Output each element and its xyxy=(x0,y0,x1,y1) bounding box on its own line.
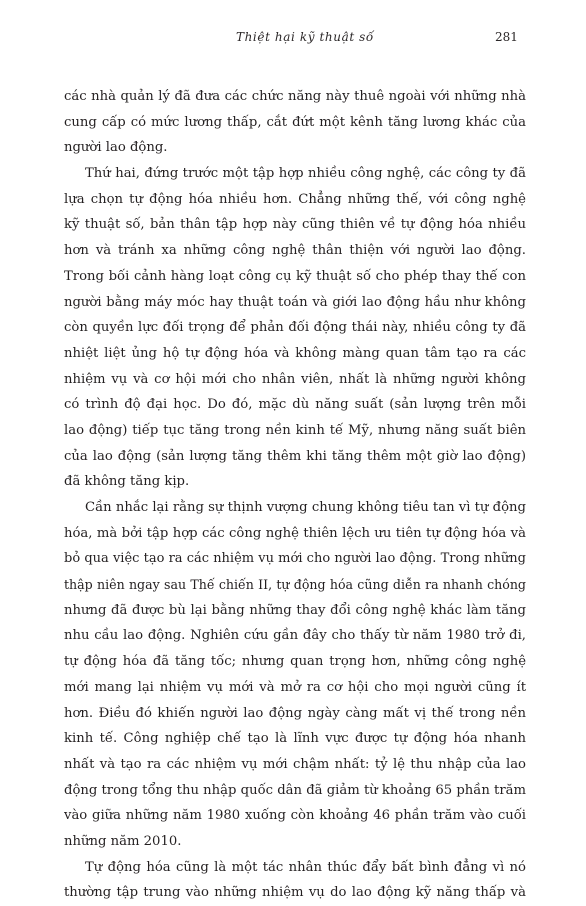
text-line: mới mang lại nhiệm vụ mới và mở ra cơ hội cho mọi người cũng ít xyxy=(64,679,526,695)
text-line: Thứ hai, đứng trước một tập hợp nhiều công nghệ, các công ty đã xyxy=(85,166,526,182)
text-line: lao động) tiếp tục tăng trong nền kinh tế Mỹ, nhưng năng suất biên xyxy=(64,422,526,438)
text-line: nhiệm vụ và cơ hội mới cho nhân viên, nhất là những người không xyxy=(64,371,526,387)
text-line: người bằng máy móc hay thuật toán và giới lao động hầu như không xyxy=(64,294,526,310)
text-line: nhiệt liệt ủng hộ tự động hóa và không màng quan tâm tạo ra các xyxy=(64,345,526,361)
text-line: kinh tế. Công nghiệp chế tạo là lĩnh vực được tự động hóa nhanh xyxy=(64,731,526,747)
text-line: các nhà quản lý đã đưa các chức năng này thuê ngoài với những nhà xyxy=(64,89,526,104)
text-line: người lao động. xyxy=(64,140,168,156)
text-line: bỏ qua việc tạo ra các nhiệm vụ mới cho người lao động. Trong những xyxy=(64,551,526,567)
text-line: nhu cầu lao động. Nghiên cứu gần đây cho thấy từ năm 1980 trở đi, xyxy=(64,628,526,644)
running-header xyxy=(0,30,586,50)
text-line: có trình độ đại học. Do đó, mặc dù năng suất (sản lượng trên mỗi xyxy=(64,397,526,413)
text-line: Trong bối cảnh hàng loạt công cụ kỹ thuật số cho phép thay thế con xyxy=(64,268,526,284)
running-title: Thiệt hại kỹ thuật số xyxy=(236,30,374,44)
text-line: tự động hóa đã tăng tốc; nhưng quan trọng hơn, những công nghệ xyxy=(64,654,526,670)
text-line: nhưng đã được bù lại bằng những thay đổi công nghệ khác làm tăng xyxy=(64,602,526,618)
text-line: lựa chọn tự động hóa nhiều hơn. Chẳng những thế, với công nghệ xyxy=(64,191,526,207)
text-line: đã không tăng kịp. xyxy=(64,474,190,490)
text-line: Tự động hóa cũng là một tác nhân thúc đẩy bất bình đẳng vì nó xyxy=(85,859,526,875)
page-number: 281 xyxy=(495,30,518,44)
text-line: hơn và tránh xa những công nghệ thân thiện với người lao động. xyxy=(64,243,526,259)
text-line: hơn. Điều đó khiến người lao động ngày càng mất vị thế trong nền xyxy=(64,705,526,721)
text-line: vào giữa những năm 1980 xuống còn khoảng 46 phần trăm vào cuối xyxy=(64,808,526,824)
text-line: thập niên ngay sau Thế chiến II, tự động hóa cũng diễn ra nhanh chóng xyxy=(64,577,526,593)
body-text xyxy=(64,84,526,906)
text-line: nhất và tạo ra các nhiệm vụ mới chậm nhất: tỷ lệ thu nhập của lao xyxy=(64,756,526,772)
text-line: Cần nhắc lại rằng sự thịnh vượng chung không tiêu tan vì tự động xyxy=(85,500,526,515)
text-line: thường tập trung vào những nhiệm vụ do lao động kỹ năng thấp và xyxy=(64,885,526,901)
text-line: còn quyền lực đối trọng để phản đối động thái này, nhiều công ty đã xyxy=(64,320,526,336)
text-line: hóa, mà bởi tập hợp các công nghệ thiên lệch ưu tiên tự động hóa và xyxy=(64,525,526,541)
text-line: cung cấp có mức lương thấp, cắt đứt một kênh tăng lương khác của xyxy=(64,114,526,130)
text-line: những năm 2010. xyxy=(64,833,182,849)
text-line: kỹ thuật số, bản thân tập hợp này cũng thiên về tự động hóa nhiều xyxy=(64,217,526,233)
text-line: động trong tổng thu nhập quốc dân đã giảm từ khoảng 65 phần trăm xyxy=(64,782,526,798)
text-line: của lao động (sản lượng tăng thêm khi tăng thêm một giờ lao động) xyxy=(64,448,526,464)
